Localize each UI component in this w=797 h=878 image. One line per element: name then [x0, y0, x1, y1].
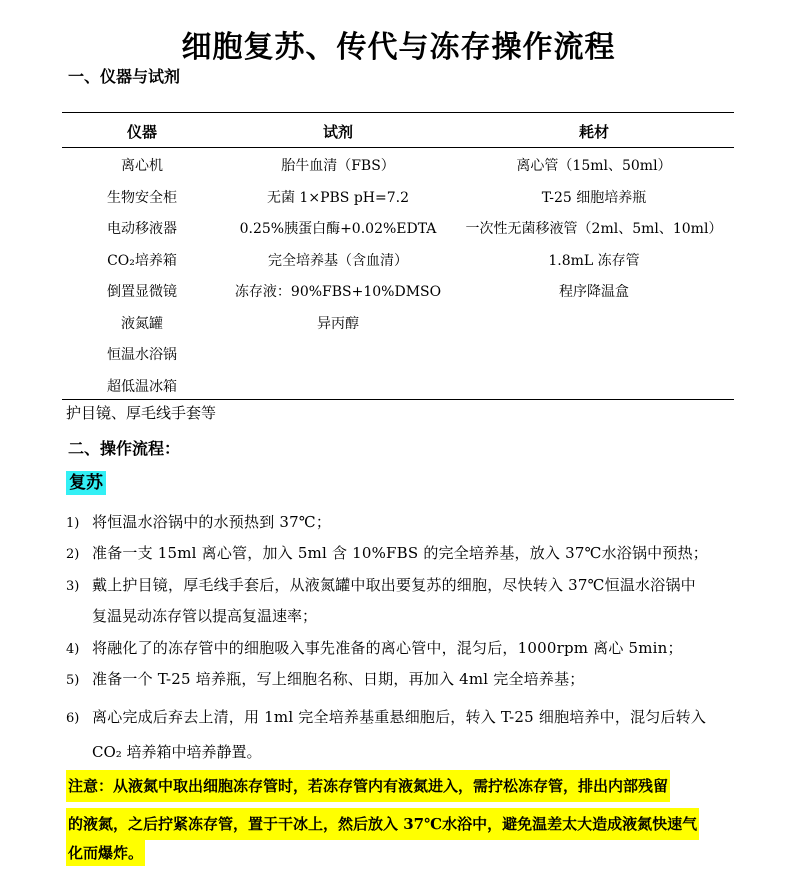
- materials-table: [62, 112, 734, 400]
- table-cell: 胎牛血清（FBS）: [281, 158, 395, 174]
- section-heading-instruments: 一、仪器与试剂: [68, 67, 181, 86]
- step-number: 6): [66, 711, 80, 726]
- table-header: [62, 113, 734, 148]
- step-item: [66, 511, 331, 532]
- table-cell: 离心机: [121, 158, 163, 174]
- table-cell: 冻存液：90%FBS+10%DMSO: [234, 284, 442, 300]
- step-item: [66, 542, 708, 563]
- table-cell: 0.25%胰蛋白酶+0.02%EDTA: [239, 221, 437, 237]
- extra-equipment-line: 护目镜、厚毛线手套等: [66, 404, 217, 422]
- step-number: 3): [66, 579, 80, 594]
- step-item: [66, 706, 706, 727]
- table-cell: 无菌 1×PBS pH=7.2: [266, 189, 409, 206]
- table-cell: CO₂培养箱: [107, 252, 177, 269]
- step-continuation: CO₂ 培养箱中培养静置。: [92, 743, 262, 761]
- step-continuation: 复温晃动冻存管以提高复温速率；: [92, 607, 318, 625]
- step-text: 将融化了的冻存管中的细胞吸入事先准备的离心管中，混匀后，1000rpm 离心 5min；: [92, 639, 683, 657]
- step-text: 戴上护目镜，厚毛线手套后，从液氮罐中取出要复苏的细胞，尽快转入 37℃恒温水浴锅中: [92, 576, 696, 594]
- step-item: [66, 668, 584, 689]
- step-item: [66, 574, 696, 595]
- table-cell: 1.8mL 冻存管: [548, 252, 640, 269]
- table-cell: 程序降温盒: [559, 284, 629, 300]
- table-cell: 液氮罐: [121, 315, 163, 332]
- table-cell: 离心管（15ml、50ml）: [516, 158, 672, 174]
- table-cell: 超低温冰箱: [107, 378, 177, 395]
- table-cell: 完全培养基（含血清）: [268, 252, 408, 269]
- consumables-column: [454, 155, 734, 313]
- instruments-column: [62, 155, 222, 407]
- step-text: 将恒温水浴锅中的水预热到 37℃；: [92, 513, 332, 531]
- table-cell: T-25 细胞培养瓶: [541, 189, 647, 206]
- section-heading-procedure: 二、操作流程：: [68, 439, 181, 458]
- step-text: 准备一个 T-25 培养瓶，写上细胞名称、日期，再加入 4ml 完全培养基；: [92, 670, 585, 688]
- header-consumables: 耗材: [578, 123, 609, 141]
- page-title: 细胞复苏、传代与冻存操作流程: [181, 30, 616, 65]
- warning-note-line-3: 化而爆炸。: [66, 840, 145, 866]
- step-number: 1): [66, 516, 80, 531]
- table-cell: 倒置显微镜: [107, 284, 177, 300]
- warning-note-line-1: 注意：从液氮中取出细胞冻存管时，若冻存管内有液氮进入，需拧松冻存管，排出内部残留: [66, 770, 670, 802]
- step-number: 5): [66, 673, 80, 688]
- header-instruments: 仪器: [126, 123, 157, 141]
- step-text: 离心完成后弃去上清，用 1ml 完全培养基重悬细胞后，转入 T-25 细胞培养中，混匀后转入: [92, 708, 707, 726]
- table-cell: 一次性无菌移液管（2ml、5ml、10ml）: [465, 221, 723, 237]
- step-item: [66, 637, 683, 658]
- reagents-column: [222, 155, 454, 344]
- warning-note-line-2: 的液氮，之后拧紧冻存管，置于干冰上，然后放入 37℃水浴中，避免温差太大造成液氮快速气: [66, 808, 699, 840]
- section-tag-thaw: 复苏: [66, 471, 106, 495]
- table-cell: 异丙醇: [317, 315, 359, 332]
- step-text: 准备一支 15ml 离心管，加入 5ml 含 10%FBS 的完全培养基，放入 37℃水浴锅中预热；: [92, 544, 708, 562]
- table-cell: 生物安全柜: [107, 189, 177, 206]
- table-cell: 恒温水浴锅: [107, 347, 177, 363]
- table-cell: 电动移液器: [107, 221, 177, 237]
- step-number: 4): [66, 642, 80, 657]
- step-number: 2): [66, 547, 80, 562]
- header-reagents: 试剂: [322, 123, 353, 141]
